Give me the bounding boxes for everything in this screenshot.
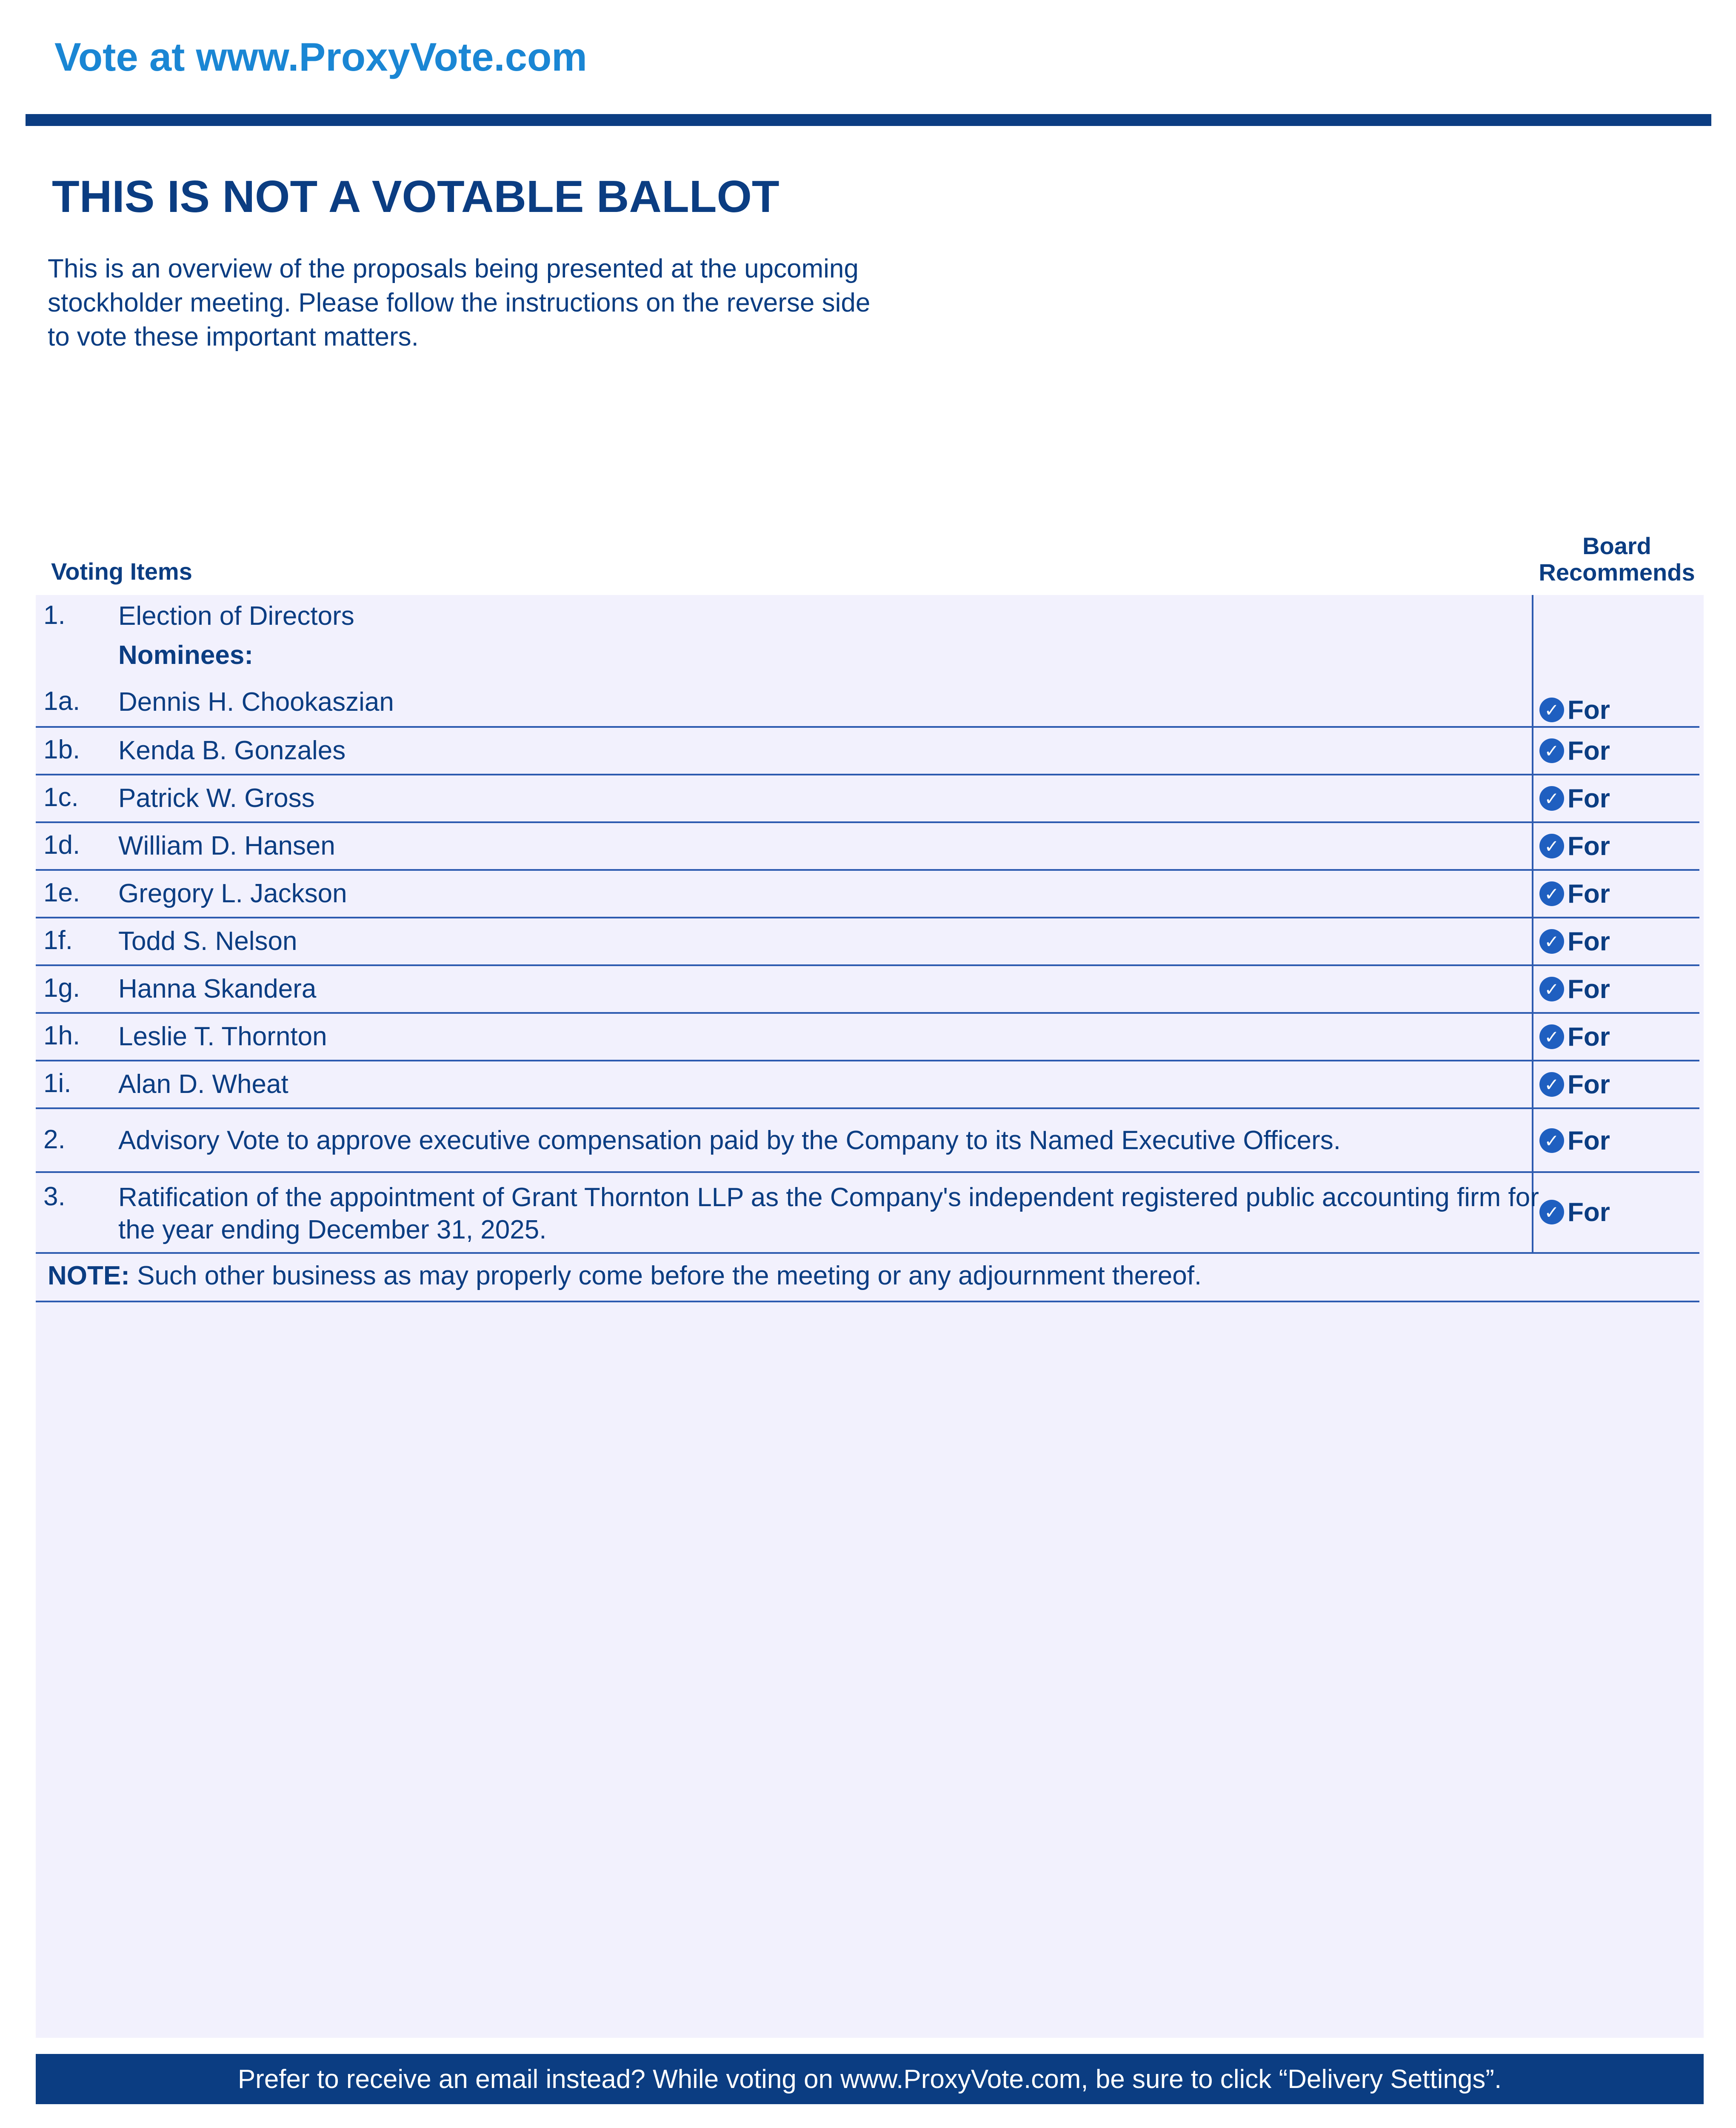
board-recommendation: [1537, 924, 1699, 958]
row-divider: [36, 1171, 1699, 1173]
check-circle-icon: ✓: [1539, 1072, 1564, 1097]
banner-text: Prefer to receive an email instead? While voting on www.ProxyVote.com, be sure to click “Delivery Settings”.: [237, 2064, 1502, 2094]
board-recommendation: [1537, 693, 1699, 727]
nominee-name: Dennis H. Chookaszian: [118, 687, 394, 717]
nominee-number: 1e.: [43, 878, 80, 907]
row-divider: [36, 1301, 1699, 1302]
nominee-number: 1g.: [43, 973, 80, 1003]
item-label: Advisory Vote to approve executive compensation paid by the Company to its Named Executive Officers.: [118, 1126, 1341, 1155]
check-circle-icon: ✓: [1539, 786, 1564, 811]
check-circle-icon: ✓: [1539, 1024, 1564, 1049]
check-circle-icon: ✓: [1539, 977, 1564, 1001]
row-divider: [36, 964, 1699, 966]
proxyvote-link[interactable]: Vote at www.ProxyVote.com: [54, 34, 587, 79]
recommendation-label: For: [1568, 879, 1610, 909]
check-circle-icon: ✓: [1539, 1200, 1564, 1224]
row-divider: [36, 1060, 1699, 1061]
check-circle-icon: ✓: [1539, 834, 1564, 858]
board-header-line2: Recommends: [1539, 559, 1695, 586]
note-label: NOTE:: [48, 1261, 130, 1290]
row-divider: [36, 917, 1699, 918]
board-recommendation: [1537, 972, 1699, 1006]
item-number: 2.: [43, 1125, 66, 1154]
voting-items-header: Voting Items: [51, 558, 192, 585]
recommendation-label: For: [1568, 974, 1610, 1004]
nominee-number: 1i.: [43, 1069, 71, 1098]
page-title: THIS IS NOT A VOTABLE BALLOT: [52, 172, 779, 222]
check-circle-icon: ✓: [1539, 1128, 1564, 1153]
board-recommendation: [1537, 1067, 1699, 1101]
recommendation-label: For: [1568, 1022, 1610, 1052]
item-label: Election of Directors: [118, 601, 354, 631]
intro-paragraph: This is an overview of the proposals being presented at the upcoming stockholder meeting. Please follow the instructions on the reverse side to vote these important matters.: [48, 254, 871, 352]
board-recommendation: [1537, 734, 1699, 768]
item-number: 1.: [43, 601, 66, 630]
board-recommendation: [1537, 877, 1699, 911]
board-recommendation: [1537, 781, 1699, 815]
nominee-number: 1f.: [43, 926, 73, 955]
check-circle-icon: ✓: [1539, 929, 1564, 954]
recommendation-label: For: [1568, 1126, 1610, 1156]
nominee-name: William D. Hansen: [118, 831, 335, 861]
row-divider: [36, 821, 1699, 823]
recommendation-label: For: [1568, 831, 1610, 861]
nominee-name: Kenda B. Gonzales: [118, 736, 346, 765]
item-number: 3.: [43, 1182, 66, 1211]
check-circle-icon: ✓: [1539, 698, 1564, 722]
row-divider: [36, 726, 1699, 728]
board-header-line1: Board: [1582, 532, 1651, 559]
row-divider: [36, 1012, 1699, 1014]
recommendation-label: For: [1568, 784, 1610, 813]
recommendation-label: For: [1568, 695, 1610, 725]
note-row: [48, 1261, 1202, 1291]
header-divider: [26, 114, 1711, 126]
nominee-number: 1b.: [43, 735, 80, 764]
recommendation-label: For: [1568, 736, 1610, 766]
recommendation-label: For: [1568, 1197, 1610, 1227]
board-recommendation: [1537, 1195, 1699, 1229]
nominee-name: Gregory L. Jackson: [118, 879, 347, 908]
check-circle-icon: ✓: [1539, 881, 1564, 906]
check-circle-icon: ✓: [1539, 738, 1564, 763]
nominee-name: Todd S. Nelson: [118, 927, 297, 956]
nominee-name: Hanna Skandera: [118, 974, 317, 1004]
nominee-number: 1h.: [43, 1021, 80, 1050]
nominee-number: 1d.: [43, 830, 80, 860]
nominee-name: Patrick W. Gross: [118, 784, 315, 813]
item-label: Ratification of the appointment of Grant Thornton LLP as the Company's independent registered public accounting firm for the year ending December 31, 2025.: [118, 1183, 1539, 1244]
recommendation-label: For: [1568, 1070, 1610, 1099]
board-recommendation: [1537, 829, 1699, 863]
nominees-heading: Nominees:: [118, 641, 253, 670]
row-divider: [36, 1252, 1699, 1254]
board-recommendation: [1537, 1020, 1699, 1054]
nominee-number: 1c.: [43, 783, 79, 812]
nominee-name: Alan D. Wheat: [118, 1070, 288, 1099]
nominee-name: Leslie T. Thornton: [118, 1022, 327, 1051]
recommendation-label: For: [1568, 927, 1610, 956]
nominee-number: 1a.: [43, 686, 80, 716]
board-recommends-header: [1532, 533, 1702, 586]
delivery-settings-banner: [36, 2054, 1704, 2104]
row-divider: [36, 869, 1699, 871]
row-divider: [36, 774, 1699, 775]
row-divider: [36, 1107, 1699, 1109]
note-text: Such other business as may properly come before the meeting or any adjournment thereof.: [129, 1261, 1202, 1290]
board-recommendation: [1537, 1124, 1699, 1158]
